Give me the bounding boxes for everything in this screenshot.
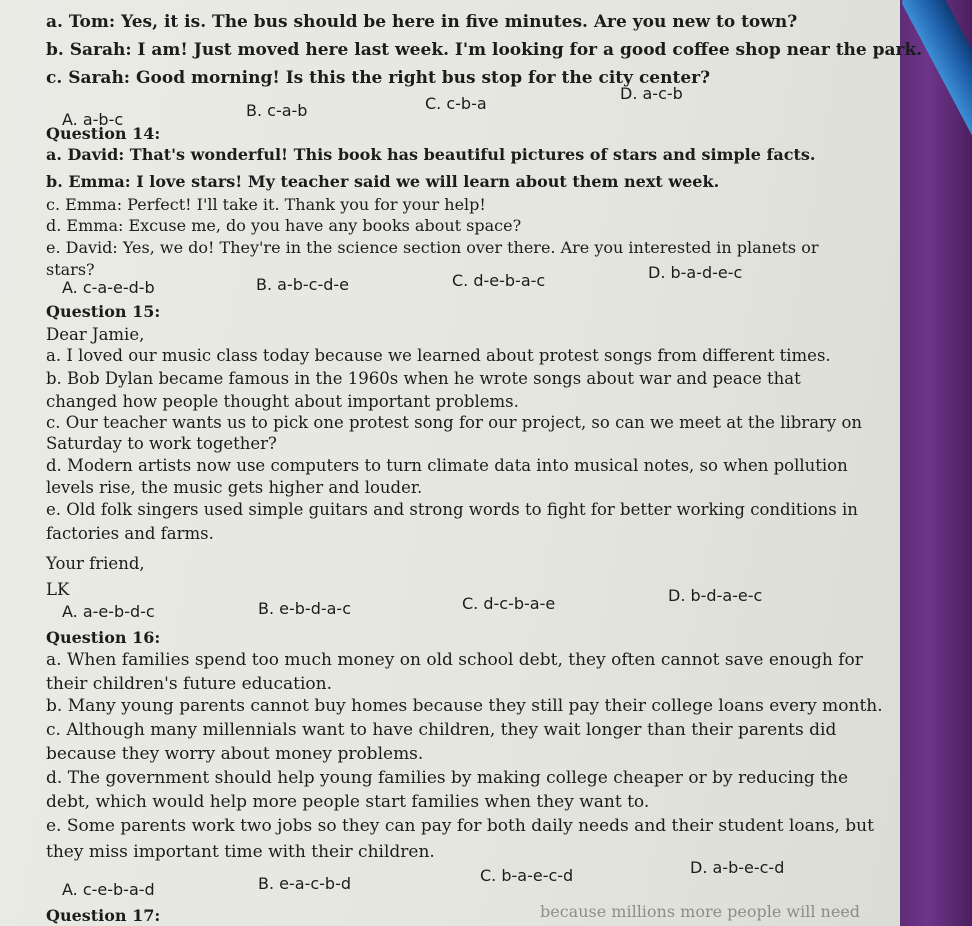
q13-line-b: b. Sarah: I am! Just moved here last week. I'm looking for a good coffee shop near the park. <box>46 40 923 60</box>
q14-option-d[interactable]: D. b-a-d-e-c <box>648 263 743 282</box>
q14-line-b: b. Emma: I love stars! My teacher said we will learn about them next week. <box>46 172 720 191</box>
q15-line-a: a. I loved our music class today because we learned about protest songs from different times. <box>46 346 831 365</box>
q13-option-d[interactable]: D. a-c-b <box>620 84 683 103</box>
q16-option-b[interactable]: B. e-a-c-b-d <box>258 874 351 893</box>
q15-title: Question 15: <box>46 302 161 321</box>
q15-option-a[interactable]: A. a-e-b-d-c <box>62 602 155 621</box>
q14-title: Question 14: <box>46 124 161 143</box>
q15-line-c-cont: Saturday to work together? <box>46 434 277 453</box>
background-fabric <box>892 0 972 926</box>
q16-line-d-cont: debt, which would help more people start families when they want to. <box>46 792 650 812</box>
q15-line-b-cont: changed how people thought about important problems. <box>46 392 519 411</box>
q15-option-b[interactable]: B. e-b-d-a-c <box>258 599 351 618</box>
q13-option-b[interactable]: B. c-a-b <box>246 101 308 120</box>
q16-line-c: c. Although many millennials want to have children, they wait longer than their parents did <box>46 720 837 740</box>
q15-option-d[interactable]: D. b-d-a-e-c <box>668 586 763 605</box>
q14-option-c[interactable]: C. d-e-b-a-c <box>452 271 546 290</box>
q17-title: Question 17: <box>46 906 161 925</box>
q16-line-e-cont: they miss important time with their children. <box>46 842 435 862</box>
q15-line-e: e. Old folk singers used simple guitars and strong words to fight for better working conditions in <box>46 500 858 519</box>
q14-line-e-cont: stars? <box>46 260 95 279</box>
q14-option-a[interactable]: A. c-a-e-d-b <box>62 278 155 297</box>
q16-line-c-cont: because they worry about money problems. <box>46 744 424 764</box>
q15-option-c[interactable]: C. d-c-b-a-e <box>462 594 556 613</box>
q14-line-c: c. Emma: Perfect! I'll take it. Thank you for your help! <box>46 195 486 214</box>
q15-line-d: d. Modern artists now use computers to turn climate data into musical notes, so when pollution <box>46 456 848 475</box>
q13-option-a[interactable]: A. a-b-c <box>62 110 124 129</box>
q15-line-d-cont: levels rise, the music gets higher and louder. <box>46 478 423 497</box>
q16-line-a-cont: their children's future education. <box>46 674 332 694</box>
q16-line-b: b. Many young parents cannot buy homes because they still pay their college loans every month. <box>46 696 883 716</box>
q15-signature: LK <box>46 580 70 599</box>
q15-line-c: c. Our teacher wants us to pick one protest song for our project, so can we meet at the library on <box>46 413 863 432</box>
q16-option-d[interactable]: D. a-b-e-c-d <box>690 858 785 877</box>
q16-line-e: e. Some parents work two jobs so they can pay for both daily needs and their student loans, but <box>46 816 874 836</box>
q16-title: Question 16: <box>46 628 161 647</box>
q16-option-a[interactable]: A. c-e-b-a-d <box>62 880 155 899</box>
q15-greeting: Dear Jamie, <box>46 325 145 344</box>
q15-line-b: b. Bob Dylan became famous in the 1960s when he wrote songs about war and peace that <box>46 369 801 388</box>
q14-option-b[interactable]: B. a-b-c-d-e <box>256 275 349 294</box>
q16-line-a: a. When families spend too much money on old school debt, they often cannot save enough for <box>46 650 863 670</box>
q17-bleed-through-text: because millions more people will need <box>540 902 861 921</box>
q16-option-c[interactable]: C. b-a-e-c-d <box>480 866 574 885</box>
q13-option-c[interactable]: C. c-b-a <box>425 94 487 113</box>
q15-line-e-cont: factories and farms. <box>46 524 214 543</box>
q13-line-c: c. Sarah: Good morning! Is this the right bus stop for the city center? <box>46 68 711 88</box>
q13-line-a: a. Tom: Yes, it is. The bus should be here in five minutes. Are you new to town? <box>46 12 798 32</box>
q16-line-d: d. The government should help young families by making college cheaper or by reducing the <box>46 768 849 788</box>
q14-line-a: a. David: That's wonderful! This book has beautiful pictures of stars and simple facts. <box>46 145 816 164</box>
q15-closing: Your friend, <box>46 554 145 573</box>
q14-line-d: d. Emma: Excuse me, do you have any books about space? <box>46 216 522 235</box>
q14-line-e: e. David: Yes, we do! They're in the science section over there. Are you interested in planets or <box>46 238 819 257</box>
